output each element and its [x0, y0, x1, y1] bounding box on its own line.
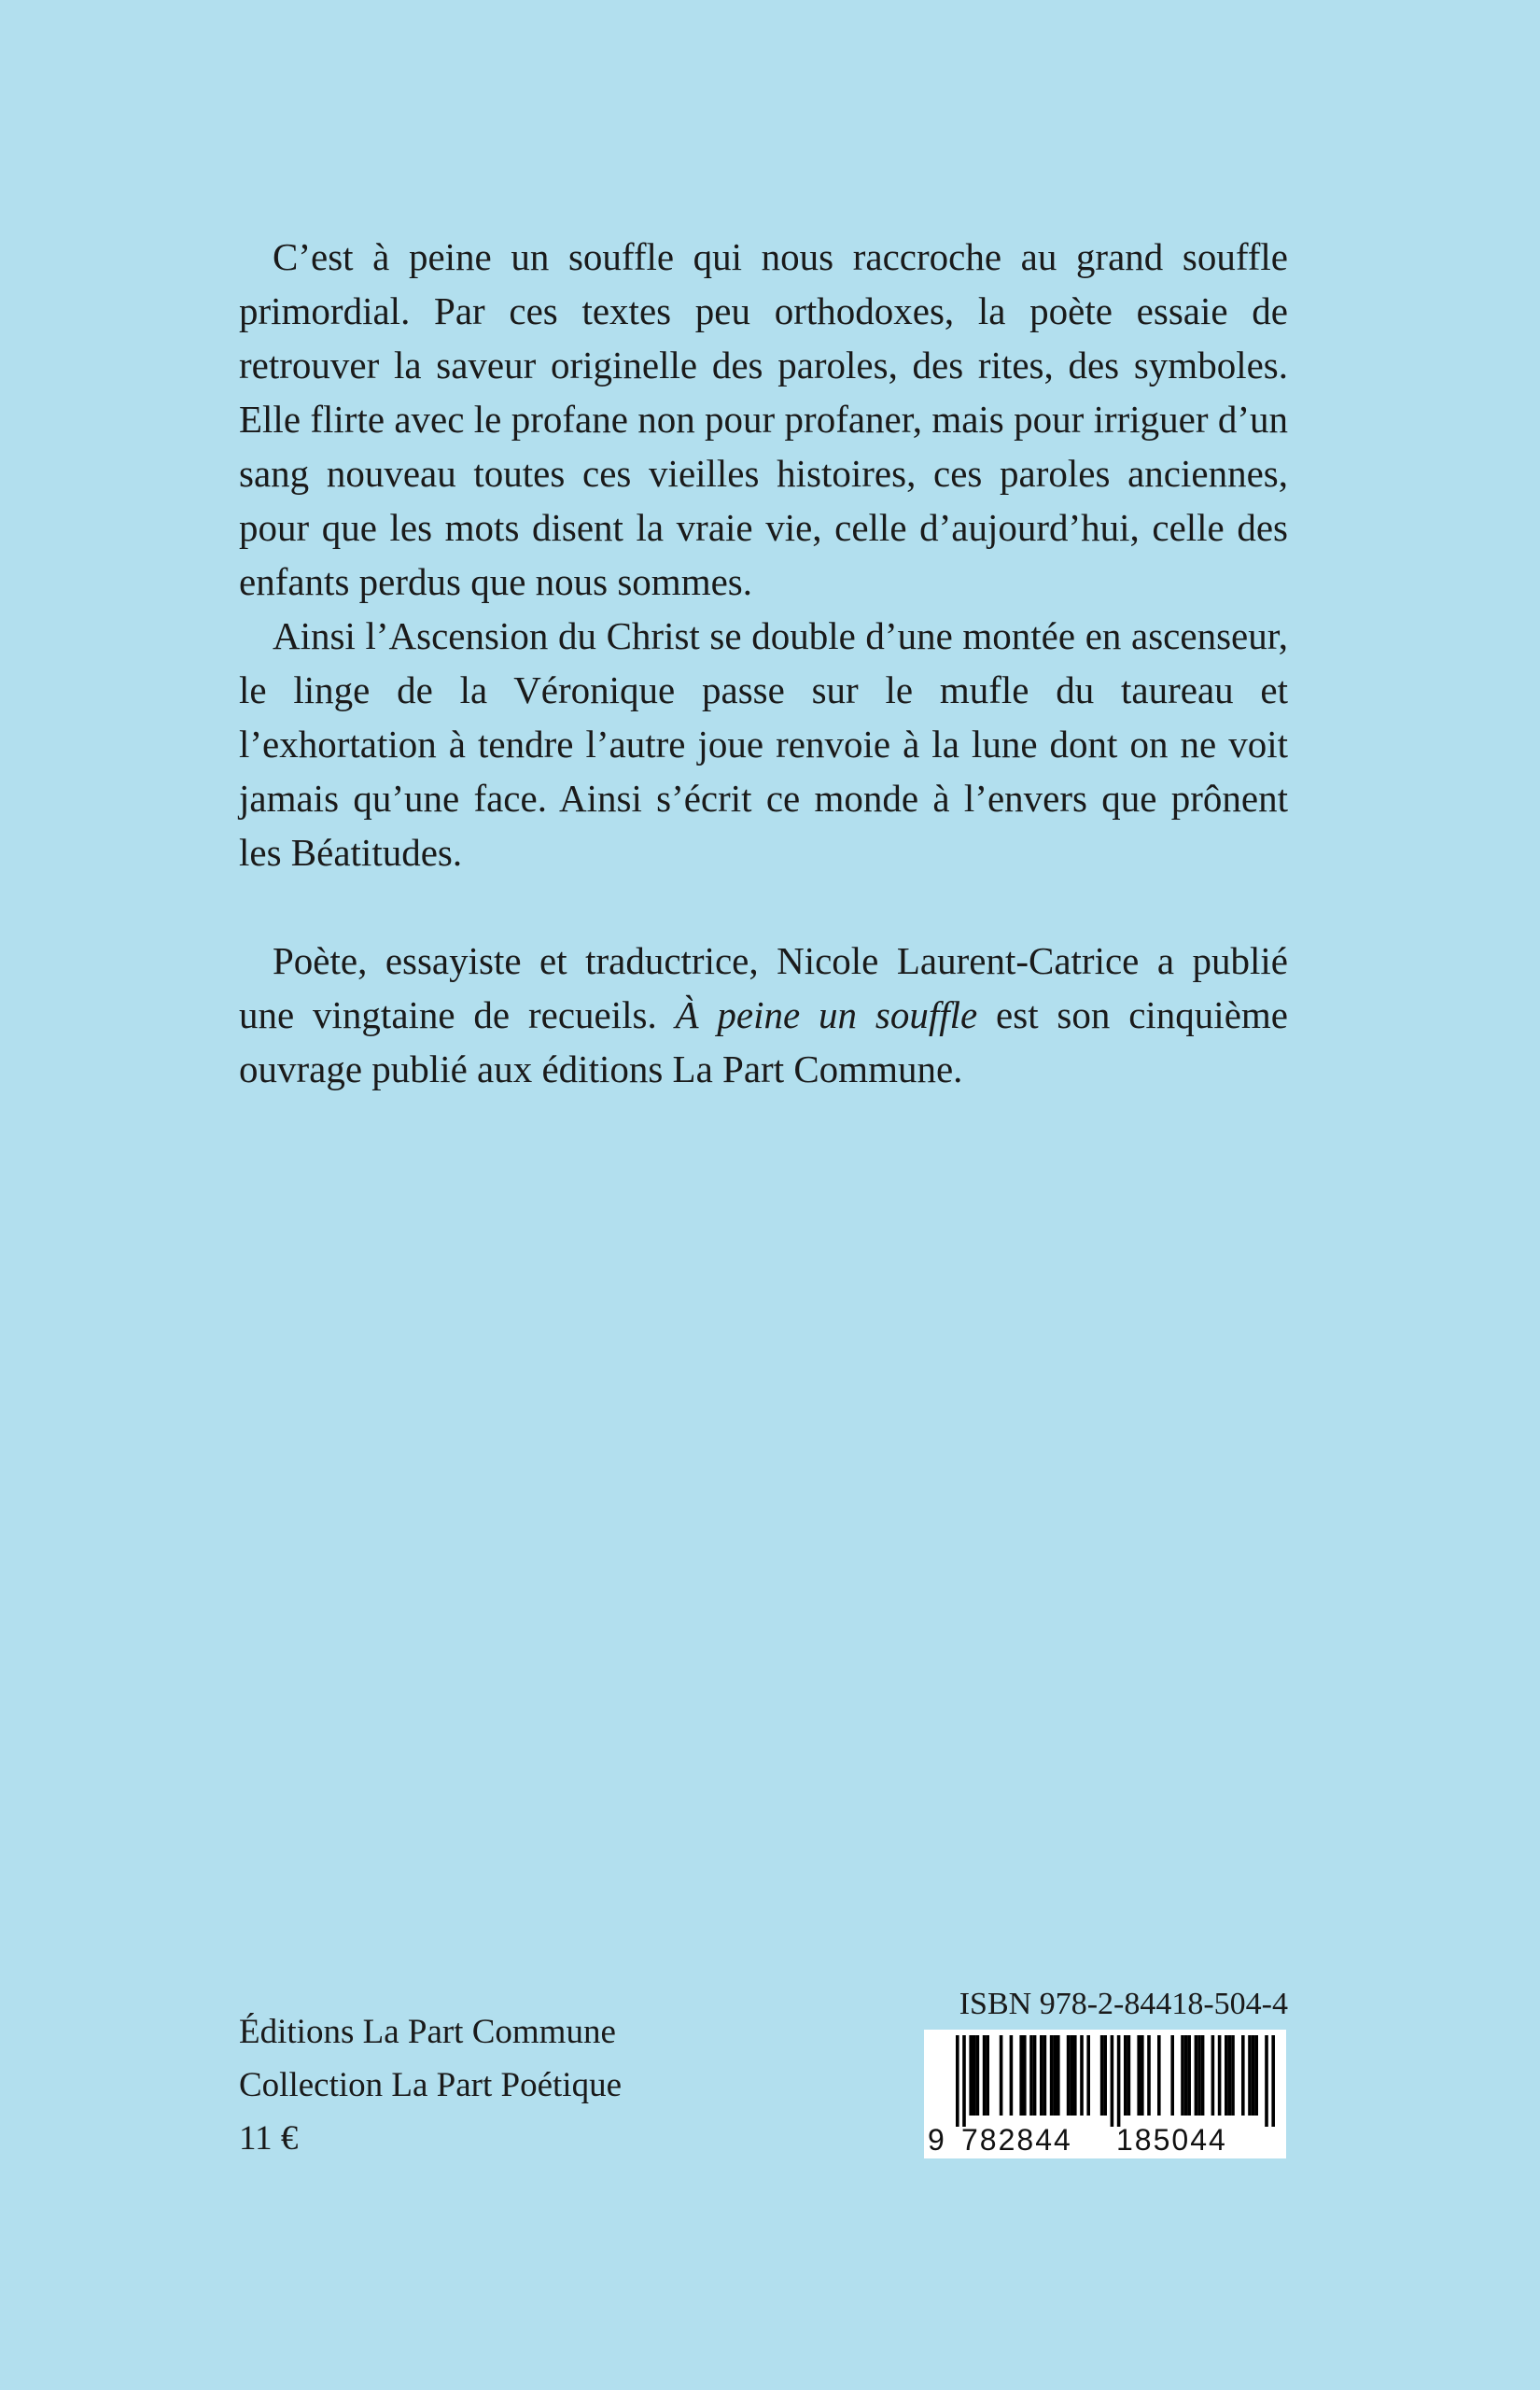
barcode-bar: [1248, 2035, 1252, 2116]
barcode-bar: [1254, 2035, 1258, 2116]
barcode-digits: [924, 2121, 1286, 2158]
barcode-bar: [962, 2035, 966, 2127]
barcode-bar: [1000, 2035, 1003, 2116]
barcode: [924, 2030, 1286, 2158]
blurb-paragraph-1: C’est à peine un souffle qui nous raccroche au grand souffle primordial. Par ces textes peu orthodoxes, la poète essaie de retrouver la saveur originelle des paroles, des rites, des symboles. Elle flirte avec le profane non pour profaner, mais pour irriguer d’un sang nouveau toutes ces vieilles histoires, ces paroles anciennes, pour que les mots disent la vraie vie, celle d’aujourd’hui, celle des enfants perdus que nous sommes.: [239, 235, 1288, 603]
barcode-bar: [1057, 2035, 1060, 2116]
barcode-bar: [1111, 2035, 1114, 2127]
back-cover-blurb: [239, 230, 1288, 1096]
barcode-bar: [1124, 2035, 1127, 2116]
barcode-bars-icon: [931, 2030, 1279, 2127]
barcode-bar: [1029, 2035, 1033, 2116]
barcode-bar: [1211, 2035, 1215, 2116]
barcode-bar: [1181, 2035, 1184, 2116]
barcode-bar: [1195, 2035, 1198, 2116]
barcode-bar: [1197, 2035, 1201, 2116]
publisher-name: Éditions La Part Commune: [239, 2013, 616, 2051]
barcode-bar: [1201, 2035, 1205, 2116]
price: 11 €: [239, 2119, 299, 2158]
barcode-bar: [1070, 2035, 1073, 2116]
barcode-digits-left: 782844: [961, 2123, 1072, 2157]
barcode-bar: [1073, 2035, 1077, 2116]
barcode-bar: [1086, 2035, 1090, 2116]
barcode-bar: [983, 2035, 987, 2116]
barcode-bar: [976, 2035, 980, 2116]
barcode-bar: [1019, 2035, 1023, 2116]
barcode-bar: [1141, 2035, 1144, 2116]
blurb-paragraph-2: Ainsi l’Ascension du Christ se double d’une montée en ascenseur, le linge de la Véronique passe sur le mufle du taureau et l’exhortation à tendre l’autre joue renvoie à la lune dont on ne voit jamais qu’une face. Ainsi s’écrit ce monde à l’envers que prônent les Béatitudes.: [239, 614, 1288, 874]
barcode-bar: [1218, 2035, 1222, 2116]
barcode-bar: [986, 2035, 989, 2116]
barcode-bar: [1265, 2035, 1268, 2127]
barcode-bar: [1187, 2035, 1191, 2116]
isbn-label: ISBN 978-2-84418-504-4: [959, 1987, 1288, 2021]
barcode-bar: [1157, 2035, 1161, 2116]
author-bio-start: Poète, essayiste et traductrice, Nicole Laurent-Catrice a publié une vingtaine de recueils.: [239, 939, 1288, 1036]
barcode-bar: [1010, 2035, 1014, 2116]
barcode-bar: [1271, 2035, 1275, 2127]
barcode-bar: [1147, 2035, 1151, 2116]
barcode-bar: [956, 2035, 959, 2127]
barcode-bar: [1023, 2035, 1027, 2116]
barcode-bar: [1252, 2035, 1255, 2116]
book-title-italic: À peine un souffle: [675, 993, 978, 1036]
barcode-bar: [1184, 2035, 1188, 2116]
author-bio: [239, 934, 1288, 1096]
barcode-bar: [1067, 2035, 1071, 2116]
barcode-bar: [1103, 2035, 1107, 2116]
barcode-bar: [1137, 2035, 1141, 2116]
barcode-digit-first: 9: [928, 2123, 945, 2157]
barcode-bar: [1225, 2035, 1228, 2116]
barcode-bar: [1241, 2035, 1245, 2116]
imprint-block: [239, 2005, 622, 2165]
barcode-bar: [1050, 2035, 1054, 2116]
barcode-bar: [969, 2035, 973, 2116]
barcode-bar: [1231, 2035, 1235, 2116]
barcode-bar: [973, 2035, 976, 2116]
barcode-bar: [1117, 2035, 1121, 2127]
barcode-bar: [1033, 2035, 1037, 2116]
barcode-bar: [1228, 2035, 1232, 2116]
barcode-bar: [1040, 2035, 1043, 2116]
barcode-bar: [1080, 2035, 1084, 2116]
collection-name: Collection La Part Poétique: [239, 2066, 622, 2104]
barcode-bar: [1053, 2035, 1057, 2116]
author-bio-end: est son cinquième ouvrage publié aux éditions La Part Commune.: [239, 993, 1288, 1090]
barcode-bar: [1100, 2035, 1104, 2116]
barcode-digits-right: 185044: [1116, 2123, 1227, 2157]
barcode-bar: [1170, 2035, 1174, 2116]
barcode-bar: [1043, 2035, 1047, 2116]
barcode-bar: [1127, 2035, 1131, 2116]
